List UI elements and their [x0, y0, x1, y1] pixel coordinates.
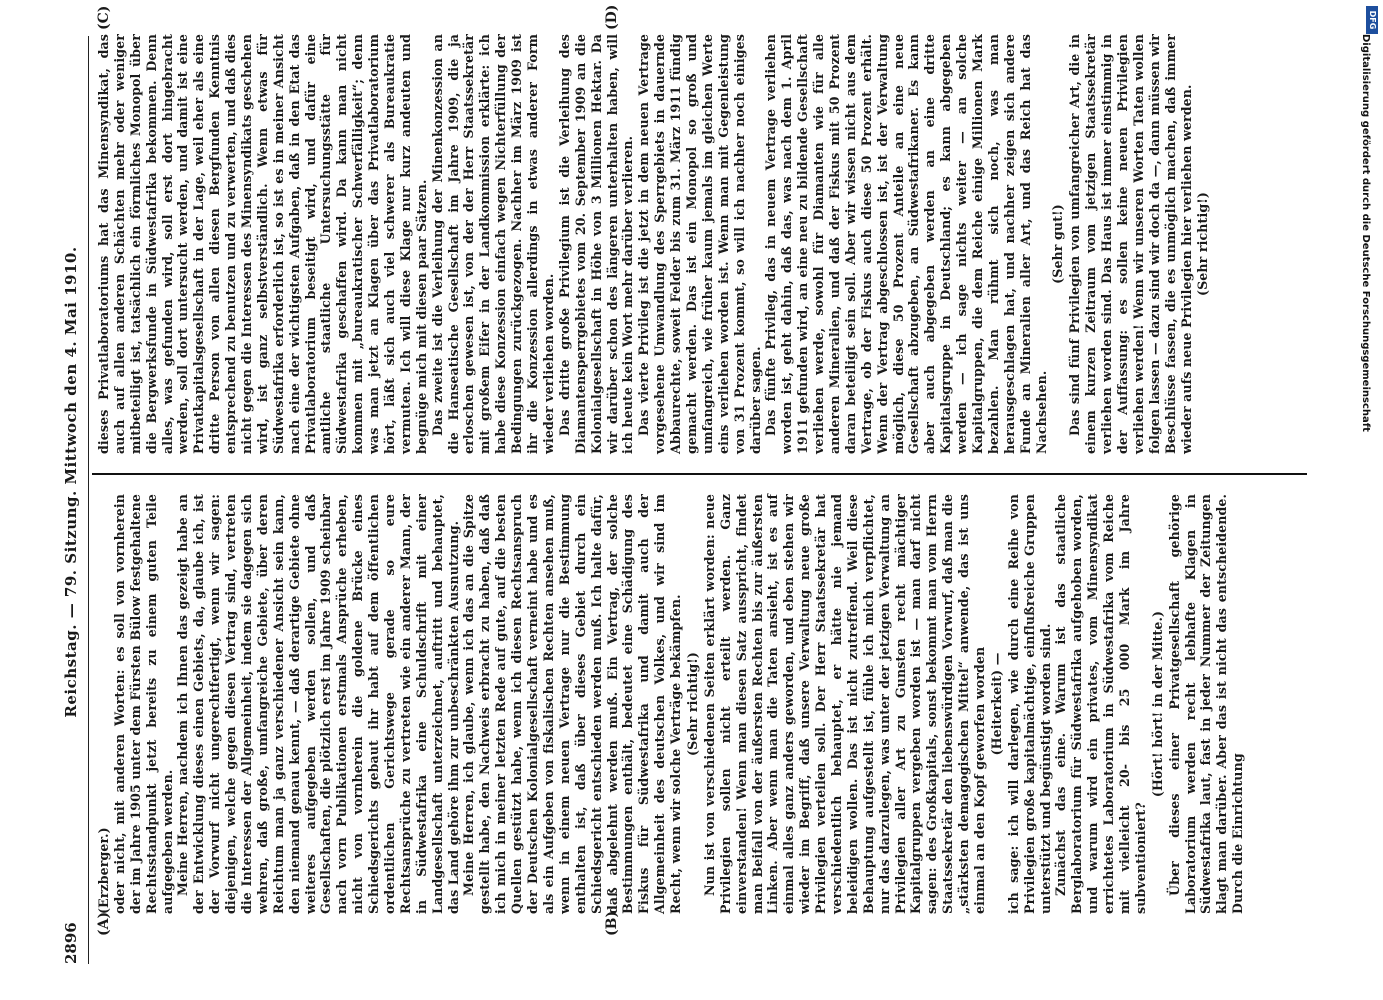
interjection: (Heiterkeit) — — [988, 652, 1004, 756]
digitization-note — [1348, 0, 1383, 1000]
paragraph: Nun ist von verschiedenen Seiten erklärt worden: neue Privilegien sollen nicht erteilt werden. Ganz einverstanden! Wenn man diesen Satz ausspricht, findet man Beifall von der äußersten Rechten bis zur äußersten Linken. Aber wenn man die Taten ansieht, ist es auf einmal alles ganz anders geworden, und eben stehen wir wieder im Begriff, daß unsere Verwaltung neue große Privilegien verteilen soll. Der Herr Staatssekretär hat verschiedentlich behauptet, er hätte nie jemand beleidigen wollen. Das ist nicht zutreffend. Weil diese Behauptung aufgestellt ist, fühle ich mich verpflichtet, nur das darzulegen, was unter der jetzigen Verwaltung an Privilegien aller Art zu Gunsten recht mächtiger Kapitalgruppen vergeben worden ist — man darf nicht sagen: des Großkapitals, sonst bekommt man vom Herrn Staatssekretär den liebenswürdigen Vorwurf, daß man die „stärksten demagogischen Mittel“ anwende, das ist uns einmal an den Kopf geworfen worden — [701, 494, 987, 914]
margin-marker-b: (B) — [604, 910, 620, 936]
dfg-logo — [1366, 6, 1378, 34]
interjection: (Hört! hört! in der Mitte.) — [1149, 610, 1165, 798]
speaker-name: (Erzberger.) — [96, 827, 111, 914]
page-header — [62, 0, 84, 964]
paragraph: Das vierte Privileg ist die jetzt in dem neuen Vertrage vorgesehene Umwandlung des Sperrgebiets in dauernde Abbaurechte, soweit Felder bis zum 31. März 1911 fündig gemacht werden. Das ist ein Monopol so groß und umfangreich, wie früher kaum jemals im gleichen Werte eins verliehen worden ist. Wenn man mit Gegenleistung von 31 Prozent kommt, so will ich nachher noch einiges darüber sagen. — [636, 34, 763, 454]
paragraph: Das zweite ist die Verleihung der Minenkonzession an die Hanseatische Gesellschaft im Jahre 1909, die ja erloschen gewesen ist, von der der Herr Staatssekretär mit großem Eifer in der Landkommission erklärte: ich habe diese Konzession einfach wegen Nichterfüllung der Bedingungen zurückgezogen. Nachher im März 1909 ist ihr die Konzession allerdings in etwas anderer Form wieder verliehen worden. — [429, 34, 556, 454]
paragraph: dieses Privatlaboratoriums hat das Minensyndikat, das auch auf allen anderen Schächten mehr oder weniger mitbeteiligt ist, tatsächlich ein förmliches Monopol über die Bergwerksfunde in Südwestafrika bekommen. Denn alles, was gefunden wird, soll erst dort hingebracht werden, soll dort untersucht werden, und damit ist eine Privatkapitalsgesellschaft in der Lage, weil eher als eine dritte Person von allen diesen Bergfunden Kenntnis entsprechend zu benutzen und zu verwerten, und daß dies nicht gegen die Interessen des Minensyndikats geschehen wird, ist ganz selbstverständlich. Wenn etwas für Südwestafrika erforderlich ist, so ist es in meiner Ansicht nach eine der wichtigsten Aufgaben, daß in den Etat das Privatlaboratorium beseitigt wird, und dafür eine amtliche staatliche Untersuchungsstätte für Südwestafrika geschaffen wird. Da kann man nicht kommen mit „bureaukratischer Schwerfälligkeit“; denn was man jetzt an Klagen über das Privatlaboratorium hört, läßt sich auch viel schwerer als Bureaukratie vermuten. Ich will diese Klage nur kurz andeuten und begnüge mich mit diesen paar Sätzen. — [96, 34, 429, 454]
margin-marker-d: (D) — [604, 4, 620, 30]
paragraph: Das fünfte Privileg, das in neuem Vertrage verliehen worden ist, geht dahin, daß das, was nach dem 1. April 1911 gefunden wird, an eine neu zu bildende Gesellschaft verliehen werde, sowohl für Diamanten wie für alle anderen Mineralien, und daß der Fiskus mit 50 Prozent daran beteiligt sein soll. Aber wir wissen nicht aus dem Vertrage, ob der Fiskus auch diese 50 Prozent erhält. Wenn der Vertrag abgeschlossen ist, ist der Verwaltung möglich, diese 50 Prozent Anteile an eine neue Gesellschaft abzugeben, an Südwestafrikaner. Es kann aber auch abgegeben werden an eine dritte Kapitalsgruppe in Deutschland; es kann abgegeben werden — ich sage nichts weiter — an solche Kapitalgruppen, die dem Reiche einige Millionen Mark bezahlen. Man rühmt sich noch, was man herausgeschlagen hat, und nachher zeigen sich andere Funde an Mineralien aller Art, und das Reich hat das Nachsehen. — [763, 34, 1049, 454]
paragraph: Das sind fünf Privilegien von umfangreicher Art, die in einem kurzen Zeitraum vom jetzigen Staatssekretär verliehen worden sind. Das Haus ist immer einstimmig in der Auffassung: es sollen keine neuen Privilegien verliehen werden! Wenn wir unseren Worten Taten wollen folgen lassen — dazu sind wir doch da —, dann müssen wir Beschlüsse fassen, die es unmöglich machen, daß immer wieder aufs neue Privilegien hier verliehen werden. — [1067, 33, 1194, 454]
header-rule — [88, 36, 89, 964]
left-column — [96, 494, 1246, 914]
running-head: Reichstag. — 79. Sitzung. Mittwoch den 4. Mai 1910. — [62, 246, 80, 718]
paragraph: ich sage: ich will darlegen, wie durch eine Reihe von Privilegien große kapitalmächtige, einflußreiche Gruppen unterstützt und begünstigt worden sind. — [1005, 494, 1053, 914]
paragraph: Meine Herren, ich glaube, wenn ich das an die Spitze gestellt habe, den Nachweis erbracht zu haben, daß daß ich mich in meiner letzten Rede auf gute, auf die besten Quellen gestützt habe, wenn ich diesen Rechtsanspruch der Deutschen Kolonialgesellschaft verneint habe und es als ein Aufgeben von fiskalischen Rechten ansehen muß, wenn in einem neuen Vertrage nur die Bestimmung enthalten ist, daß über dieses Gebiet durch ein Schiedsgericht entschieden werden muß. Ich halte dafür, daß abgelehnt werden muß. Ein Vertrag, der solche Bestimmungen enthält, bedeutet eine Schädigung des Fiskus für Südwestafrika und damit auch der Allgemeinheit des deutschen Volkes, und wir sind im Recht, wenn wir solche Verträge bekämpfen. — [461, 494, 684, 914]
paragraph: Über dieses einer Privatgesellschaft gehörige Laboratorium werden recht lebhafte Klagen in Südwestafrika laut, fast in jeder Nummer der Zeitungen klagt man darüber. Aber das ist nicht das entscheidende. Durch die Einrichtung — [1166, 494, 1246, 914]
dfg-credit-text: Digitalisierung gefördert durch die Deutsche Forschungsgemeinschaft — [1360, 34, 1371, 432]
page-number: 2896 — [62, 922, 80, 964]
margin-marker-c: (C) — [96, 5, 112, 30]
paragraph: Zunächst das eine. Warum ist das staatliche Berglaboratorium für Südwestafrika aufgehoben worden, und warum wird ein privates, vom Minensyndikat errichtetes Laboratorium in Südwestafrika vom Reiche mit vielleicht 20- bis 25 000 Mark im Jahre subventioniert? — [1053, 494, 1148, 914]
paragraph: oder nicht, mit anderen Worten: es soll von vornherein der im Jahre 1905 unter dem Fürsten Bülow festgehaltene Rechtsstandpunkt jetzt bereits zu einem guten Teile aufgegeben werden. — [111, 494, 175, 914]
column-divider — [92, 473, 1307, 475]
paragraph: Meine Herren, nachdem ich Ihnen das gezeigt habe an der Entwicklung dieses einen Gebiets, da, glaube ich, ist der Vorwurf nicht ungerechtfertigt, wenn wir sagen: diejenigen, welche gegen diesen Vertrag sind, vertreten die Interessen der Allgemeinheit, indem sie dagegen sich wehren, daß große, umfangreiche Gebiete, über deren Reichtum man ja ganz verschiedener Ansicht sein kann, den niemand genau kennt, — daß derartige Gebiete ohne weiteres aufgegeben werden sollen, und daß Gesellschaften, die plötzlich erst im Jahre 1909 scheinbar nach vorn Publikationen erstmals Ansprüche erheben, nicht von vornherein die goldene Brücke eines Schiedsgerichts gebaut ihr habt auf dem öffentlichen ordentlichen Gerichtswege gerade so eure Rechtsansprüche zu vertreten wie ein anderer Mann, der in Südwestafrika eine Schuldschrift mit einer Landgesellschaft unterzeichnet, auftritt und behauptet, das Land gehöre ihm zur unbeschränkten Ausnutzung. — [175, 494, 461, 914]
interjection: (Sehr richtig!) — [1195, 192, 1211, 296]
right-column — [96, 34, 1212, 454]
interjection: (Sehr richtig!) — [684, 652, 700, 756]
margin-marker-a: (A) — [96, 911, 112, 936]
interjection: (Sehr gut!) — [1050, 204, 1066, 284]
dfg-logo-text: DFG — [1368, 10, 1377, 30]
paragraph: Das dritte große Privilegium ist die Verleihung des Diamantensperrgebietes vom 20. September 1909 an die Kolonialgesellschaft in Höhe von 3 Millionen Hektar. Da wir darüber schon des längeren unterhalten haben, will ich heute kein Wort mehr darüber verlieren. — [556, 34, 636, 454]
